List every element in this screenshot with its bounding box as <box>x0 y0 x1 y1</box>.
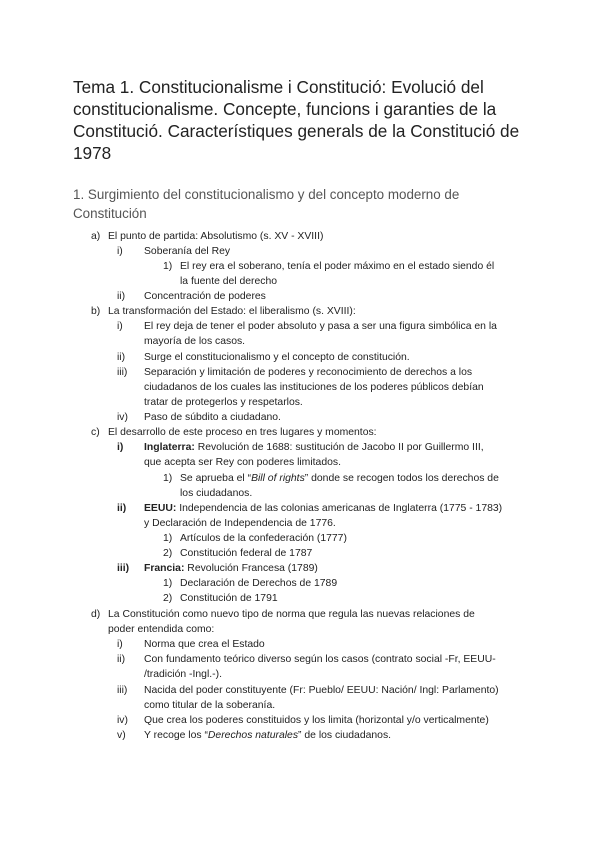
list-marker: iv) <box>117 715 128 726</box>
list-marker: ii) <box>117 291 126 302</box>
country-label: Francia: <box>144 563 185 574</box>
text-after: ” donde se recogen todos los derechos de <box>304 473 499 484</box>
list-marker: i) <box>117 246 123 257</box>
list-marker: ii) <box>117 654 126 665</box>
list-marker: b) <box>91 306 101 317</box>
list-item: Con fundamento teórico diverso según los casos (contrato social -Fr, EEUU- <box>144 654 496 665</box>
list-item: Artículos de la confederación (1777) <box>180 533 347 544</box>
italic-term: Derechos naturales <box>207 730 299 741</box>
list-item-continuation: que acepta ser Rey con poderes limitados. <box>144 457 341 468</box>
list-marker: ii) <box>117 352 126 363</box>
list-item: Que crea los poderes constituidos y los limita (horizontal y/o verticalmente) <box>144 715 489 726</box>
list-item: Paso de súbdito a ciudadano. <box>144 412 281 423</box>
list-item: El desarrollo de este proceso en tres lugares y momentos: <box>108 427 377 438</box>
list-marker: i) <box>117 442 124 453</box>
list-item: El rey era el soberano, tenía el poder máximo en el estado siendo él <box>180 261 495 272</box>
list-marker: c) <box>91 427 100 438</box>
list-marker: iii) <box>117 563 130 574</box>
list-item: Separación y limitación de poderes y reconocimiento de derechos a los <box>144 367 473 378</box>
italic-term: Bill of rights <box>251 473 305 484</box>
list-marker: a) <box>91 231 101 242</box>
list-marker: 1) <box>163 261 173 272</box>
list-item-continuation: y Declaración de Independencia de 1776. <box>144 518 336 529</box>
list-item-continuation: ciudadanos de los cuales las instituciones de los poderes públicos debían <box>144 382 484 393</box>
list-item: Declaración de Derechos de 1789 <box>180 578 338 589</box>
list-item: Norma que crea el Estado <box>144 639 265 650</box>
list-marker: 2) <box>163 593 173 604</box>
list-item: El rey deja de tener el poder absoluto y pasa a ser una figura simbólica en la <box>144 321 497 332</box>
list-item-continuation: como titular de la soberanía. <box>144 700 276 711</box>
list-item: El punto de partida: Absolutismo (s. XV - XVIII) <box>108 231 324 242</box>
list-item <box>144 728 391 743</box>
list-marker: 1) <box>163 473 173 484</box>
list-item-continuation: los ciudadanos. <box>180 488 253 499</box>
list-marker: v) <box>117 730 126 741</box>
list-item: Constitución federal de 1787 <box>180 548 313 559</box>
page-title: Tema 1. Constitucionalisme i Constitució: Evolució del constitucionalisme. Concepte, funcions i garanties de la Constitució. Característiques generals de la Constitució de 1978 <box>73 77 520 163</box>
list-marker: iv) <box>117 412 128 423</box>
list-marker: i) <box>117 321 123 332</box>
list-item: Concentración de poderes <box>144 291 266 302</box>
list-item <box>144 501 502 516</box>
list-item-continuation: mayoría de los casos. <box>144 336 246 347</box>
country-label: EEUU: <box>144 503 177 514</box>
list-item-text: Revolución de 1688: sustitución de Jacobo II por Guillermo III, <box>194 442 484 453</box>
list-item-continuation: /tradición -Ingl.-). <box>144 669 222 680</box>
list-marker: i) <box>117 639 123 650</box>
list-marker: d) <box>91 609 101 620</box>
list-marker: iii) <box>117 367 128 378</box>
list-marker: 1) <box>163 533 173 544</box>
list-item <box>144 440 484 455</box>
list-item <box>144 561 318 576</box>
list-item <box>180 471 499 486</box>
list-item-text: Independencia de las colonias americanas de Inglaterra (1775 - 1783) <box>176 503 503 514</box>
list-item: La Constitución como nuevo tipo de norma que regula las nuevas relaciones de <box>108 609 475 620</box>
list-item-continuation: la fuente del derecho <box>180 276 278 287</box>
text-before: Y recoge los “ <box>144 730 208 741</box>
list-marker: ii) <box>117 503 127 514</box>
section-heading: 1. Surgimiento del constitucionalismo y del concepto moderno de Constitución <box>73 187 460 221</box>
list-item-text: Revolución Francesa (1789) <box>184 563 318 574</box>
list-item-continuation: poder entendida como: <box>108 624 215 635</box>
text-after: ” de los ciudadanos. <box>298 730 392 741</box>
text-before: Se aprueba el “ <box>180 473 252 484</box>
list-item: La transformación del Estado: el liberalismo (s. XVIII): <box>108 306 356 317</box>
list-item: Nacida del poder constituyente (Fr: Pueblo/ EEUU: Nación/ Ingl: Parlamento) <box>144 685 499 696</box>
list-item: Surge el constitucionalismo y el concepto de constitución. <box>144 352 410 363</box>
list-marker: iii) <box>117 685 128 696</box>
list-marker: 2) <box>163 548 173 559</box>
list-marker: 1) <box>163 578 173 589</box>
list-item-continuation: tratar de protegerlos y respetarlos. <box>144 397 303 408</box>
country-label: Inglaterra: <box>144 442 195 453</box>
list-item: Constitución de 1791 <box>180 593 278 604</box>
list-item: Soberanía del Rey <box>144 246 231 257</box>
